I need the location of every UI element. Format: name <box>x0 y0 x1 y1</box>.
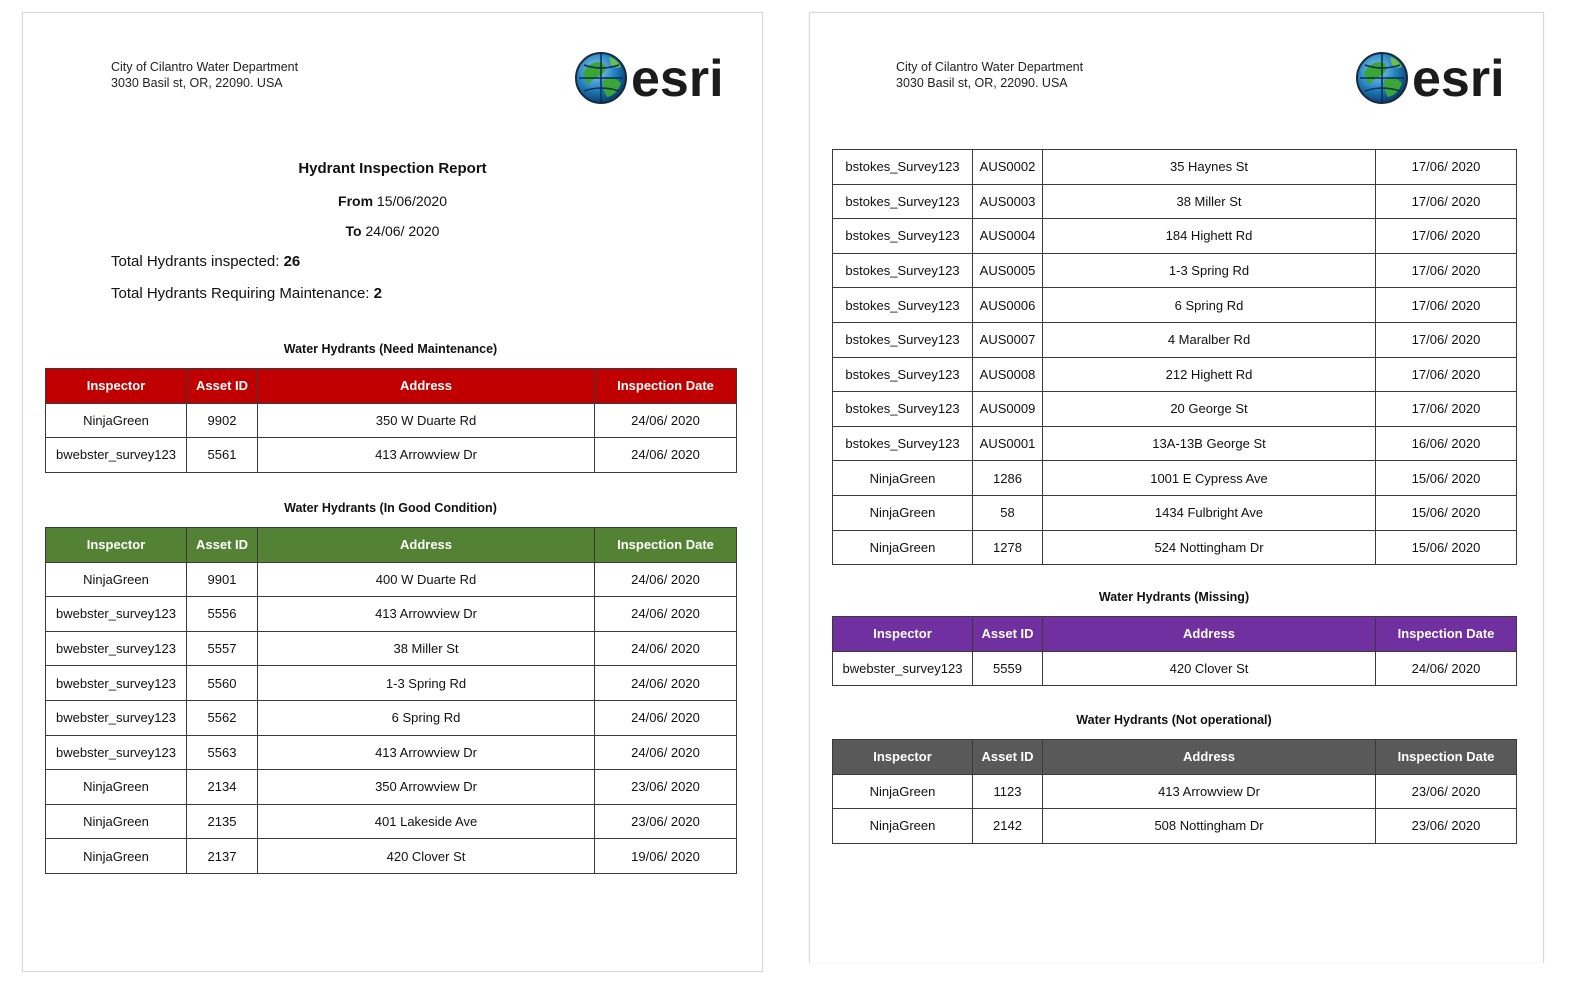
report-page-1 <box>22 12 763 972</box>
table-cell: 413 Arrowview Dr <box>1043 774 1376 809</box>
esri-logo <box>1354 45 1514 107</box>
table-cell: 5561 <box>187 438 258 473</box>
table-row <box>46 631 737 666</box>
table-cell: bstokes_Survey123 <box>833 288 973 323</box>
table-row <box>833 392 1517 427</box>
table-row <box>833 288 1517 323</box>
table-row <box>833 774 1517 809</box>
table-row <box>46 839 737 874</box>
table-cell: 24/06/ 2020 <box>595 666 737 701</box>
table-cell: 23/06/ 2020 <box>595 770 737 805</box>
table-cell: 1123 <box>973 774 1043 809</box>
column-header: Address <box>258 369 595 404</box>
column-header: Inspection Date <box>1376 617 1517 652</box>
table-cell: bstokes_Survey123 <box>833 357 973 392</box>
table-cell: NinjaGreen <box>833 495 973 530</box>
table-cell: NinjaGreen <box>46 770 187 805</box>
table-cell: 9901 <box>187 562 258 597</box>
total-inspected-label: Total Hydrants inspected: <box>111 253 280 270</box>
table-cell: bstokes_Survey123 <box>833 219 973 254</box>
table-cell: 524 Nottingham Dr <box>1043 530 1376 565</box>
not-operational-table <box>832 739 1517 844</box>
table-row <box>46 770 737 805</box>
table-cell: 9902 <box>187 403 258 438</box>
column-header: Inspector <box>46 528 187 563</box>
table-row <box>46 597 737 632</box>
good-condition-table <box>45 527 737 874</box>
from-date-line <box>23 193 762 209</box>
table-cell: 4 Maralber Rd <box>1043 322 1376 357</box>
table-row <box>833 219 1517 254</box>
table-cell: 508 Nottingham Dr <box>1043 809 1376 844</box>
table-header-row <box>46 369 737 404</box>
table-row <box>833 150 1517 185</box>
to-date-line <box>23 223 762 239</box>
total-maintenance-label: Total Hydrants Requiring Maintenance: <box>111 285 370 302</box>
table-cell: 2142 <box>973 809 1043 844</box>
table-cell: bwebster_survey123 <box>46 666 187 701</box>
table-cell: 5563 <box>187 735 258 770</box>
column-header: Inspector <box>46 369 187 404</box>
table-cell: AUS0008 <box>973 357 1043 392</box>
table-row <box>833 495 1517 530</box>
column-header: Inspector <box>833 617 973 652</box>
table-cell: 212 Highett Rd <box>1043 357 1376 392</box>
table-cell: bwebster_survey123 <box>46 700 187 735</box>
from-date: 15/06/2020 <box>376 193 447 209</box>
org-address: 3030 Basil st, OR, 22090. USA <box>111 76 283 90</box>
maintenance-table-title: Water Hydrants (Need Maintenance) <box>283 342 498 356</box>
table-cell: bwebster_survey123 <box>46 735 187 770</box>
table-cell: 1001 E Cypress Ave <box>1043 461 1376 496</box>
table-cell: 1-3 Spring Rd <box>1043 253 1376 288</box>
column-header: Asset ID <box>973 617 1043 652</box>
table-header-row <box>833 740 1517 775</box>
table-cell: 17/06/ 2020 <box>1376 184 1517 219</box>
table-cell: 17/06/ 2020 <box>1376 253 1517 288</box>
table-cell: 6 Spring Rd <box>258 700 595 735</box>
table-cell: 35 Haynes St <box>1043 150 1376 185</box>
column-header: Asset ID <box>187 528 258 563</box>
table-row <box>833 184 1517 219</box>
column-header: Address <box>258 528 595 563</box>
not-operational-table-title: Water Hydrants (Not operational) <box>1076 713 1272 727</box>
table-cell: 2137 <box>187 839 258 874</box>
column-header: Address <box>1043 740 1376 775</box>
table-cell: 350 Arrowview Dr <box>258 770 595 805</box>
report-page-2 <box>809 12 1544 963</box>
table-cell: NinjaGreen <box>833 461 973 496</box>
table-row <box>833 530 1517 565</box>
column-header: Inspection Date <box>595 369 737 404</box>
from-label: From <box>338 193 374 209</box>
column-header: Asset ID <box>973 740 1043 775</box>
esri-logo <box>573 45 733 107</box>
table-cell: 401 Lakeside Ave <box>258 804 595 839</box>
table-cell: NinjaGreen <box>46 562 187 597</box>
table-cell: 6 Spring Rd <box>1043 288 1376 323</box>
column-header: Inspection Date <box>1376 740 1517 775</box>
table-cell: 184 Highett Rd <box>1043 219 1376 254</box>
table-cell: 17/06/ 2020 <box>1376 150 1517 185</box>
table-cell: 58 <box>973 495 1043 530</box>
table-cell: 38 Miller St <box>1043 184 1376 219</box>
table-cell: 23/06/ 2020 <box>1376 809 1517 844</box>
table-cell: AUS0006 <box>973 288 1043 323</box>
maintenance-table <box>45 368 737 473</box>
table-cell: 17/06/ 2020 <box>1376 357 1517 392</box>
table-cell: 420 Clover St <box>1043 651 1376 686</box>
table-cell: 17/06/ 2020 <box>1376 392 1517 427</box>
table-cell: 5562 <box>187 700 258 735</box>
table-row <box>46 438 737 473</box>
table-cell: 2135 <box>187 804 258 839</box>
table-cell: 420 Clover St <box>258 839 595 874</box>
table-cell: 24/06/ 2020 <box>595 597 737 632</box>
table-cell: 400 W Duarte Rd <box>258 562 595 597</box>
to-date: 24/06/ 2020 <box>365 223 440 239</box>
logo-text: esri <box>1412 50 1505 107</box>
table-cell: NinjaGreen <box>833 530 973 565</box>
table-cell: 5556 <box>187 597 258 632</box>
table-cell: 23/06/ 2020 <box>595 804 737 839</box>
table-cell: 23/06/ 2020 <box>1376 774 1517 809</box>
total-inspected-line <box>111 253 300 270</box>
table-cell: bwebster_survey123 <box>833 651 973 686</box>
table-header-row <box>46 528 737 563</box>
table-cell: bwebster_survey123 <box>46 438 187 473</box>
org-header <box>111 59 298 91</box>
report-title: Hydrant Inspection Report <box>298 160 487 177</box>
table-cell: AUS0002 <box>973 150 1043 185</box>
table-cell: 24/06/ 2020 <box>595 562 737 597</box>
table-cell: NinjaGreen <box>833 809 973 844</box>
table-cell: 1434 Fulbright Ave <box>1043 495 1376 530</box>
table-cell: bstokes_Survey123 <box>833 426 973 461</box>
table-cell: 5560 <box>187 666 258 701</box>
column-header: Inspection Date <box>595 528 737 563</box>
table-row <box>46 735 737 770</box>
table-row <box>833 426 1517 461</box>
table-cell: 413 Arrowview Dr <box>258 735 595 770</box>
table-cell: AUS0009 <box>973 392 1043 427</box>
org-address: 3030 Basil st, OR, 22090. USA <box>896 76 1068 90</box>
table-row <box>833 322 1517 357</box>
table-cell: 17/06/ 2020 <box>1376 322 1517 357</box>
table-cell: AUS0003 <box>973 184 1043 219</box>
org-header <box>896 59 1083 91</box>
table-cell: 350 W Duarte Rd <box>258 403 595 438</box>
column-header: Asset ID <box>187 369 258 404</box>
missing-table-title: Water Hydrants (Missing) <box>1098 590 1250 604</box>
table-cell: bstokes_Survey123 <box>833 184 973 219</box>
table-row <box>833 651 1517 686</box>
total-inspected-value: 26 <box>283 253 301 270</box>
org-name: City of Cilantro Water Department <box>896 60 1084 74</box>
table-cell: 38 Miller St <box>258 631 595 666</box>
table-cell: NinjaGreen <box>46 839 187 874</box>
table-cell: 413 Arrowview Dr <box>258 438 595 473</box>
table-cell: 413 Arrowview Dr <box>258 597 595 632</box>
table-row <box>833 809 1517 844</box>
table-row <box>833 357 1517 392</box>
missing-table <box>832 616 1517 686</box>
column-header: Inspector <box>833 740 973 775</box>
table-row <box>46 562 737 597</box>
to-label: To <box>345 223 362 239</box>
table-cell: 19/06/ 2020 <box>595 839 737 874</box>
table-cell: bstokes_Survey123 <box>833 150 973 185</box>
table-cell: 1-3 Spring Rd <box>258 666 595 701</box>
table-row <box>46 700 737 735</box>
table-cell: 24/06/ 2020 <box>595 735 737 770</box>
table-cell: 1286 <box>973 461 1043 496</box>
total-maintenance-line <box>111 285 382 302</box>
table-cell: 24/06/ 2020 <box>595 631 737 666</box>
good-condition-table-continued <box>832 149 1517 565</box>
table-cell: bwebster_survey123 <box>46 631 187 666</box>
table-cell: 5559 <box>973 651 1043 686</box>
table-row <box>46 403 737 438</box>
table-row <box>833 253 1517 288</box>
table-cell: 17/06/ 2020 <box>1376 288 1517 323</box>
table-header-row <box>833 617 1517 652</box>
table-cell: 5557 <box>187 631 258 666</box>
table-cell: 1278 <box>973 530 1043 565</box>
table-cell: 24/06/ 2020 <box>1376 651 1517 686</box>
table-cell: AUS0007 <box>973 322 1043 357</box>
table-cell: 15/06/ 2020 <box>1376 461 1517 496</box>
logo-text: esri <box>631 50 724 107</box>
table-cell: 24/06/ 2020 <box>595 403 737 438</box>
table-cell: AUS0001 <box>973 426 1043 461</box>
table-cell: bwebster_survey123 <box>46 597 187 632</box>
table-row <box>46 804 737 839</box>
column-header: Address <box>1043 617 1376 652</box>
table-cell: bstokes_Survey123 <box>833 392 973 427</box>
good-table-title: Water Hydrants (In Good Condition) <box>284 501 497 515</box>
table-cell: 16/06/ 2020 <box>1376 426 1517 461</box>
table-cell: bstokes_Survey123 <box>833 253 973 288</box>
table-row <box>833 461 1517 496</box>
table-cell: NinjaGreen <box>46 804 187 839</box>
table-cell: NinjaGreen <box>46 403 187 438</box>
table-cell: 24/06/ 2020 <box>595 438 737 473</box>
total-maintenance-value: 2 <box>373 285 382 302</box>
table-cell: 20 George St <box>1043 392 1376 427</box>
table-cell: AUS0005 <box>973 253 1043 288</box>
table-cell: bstokes_Survey123 <box>833 322 973 357</box>
table-cell: 15/06/ 2020 <box>1376 495 1517 530</box>
table-cell: NinjaGreen <box>833 774 973 809</box>
table-row <box>46 666 737 701</box>
table-cell: 17/06/ 2020 <box>1376 219 1517 254</box>
table-cell: AUS0004 <box>973 219 1043 254</box>
table-cell: 13A-13B George St <box>1043 426 1376 461</box>
table-cell: 24/06/ 2020 <box>595 700 737 735</box>
org-name: City of Cilantro Water Department <box>111 60 299 74</box>
table-cell: 2134 <box>187 770 258 805</box>
table-cell: 15/06/ 2020 <box>1376 530 1517 565</box>
